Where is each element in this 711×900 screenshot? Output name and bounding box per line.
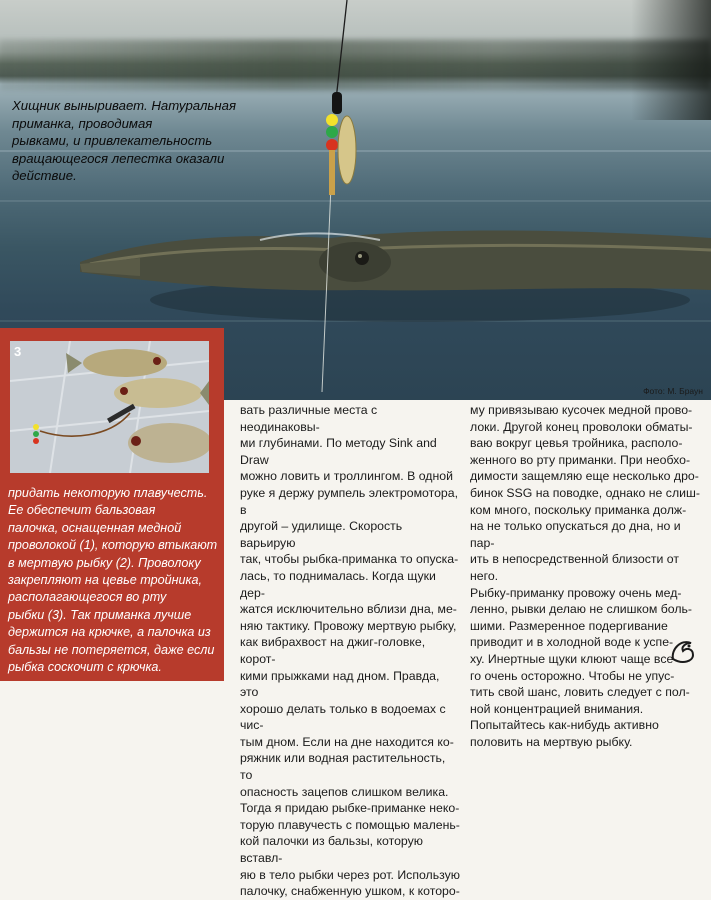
lure-spinner-icon: [326, 92, 356, 195]
dead-bait-drawing: [10, 341, 209, 473]
box-text: придать некоторую плавучесть. Ее обеспечит бальзовая палочка, оснащенная медной проволокой (1), которую втыкают в мертвую рыбку (2). Проволоку закрепляют на цевье тройника, располагающегося во рту рыбки (3). Так приманка лучше держится на крючке, а палочка из бальзы не потеряется, даже если рыбка соскочит с крючка.: [8, 486, 218, 675]
photo-credit: Фото: М. Браун: [643, 386, 703, 396]
magazine-logo-icon: [667, 635, 699, 667]
photo-caption: Хищник выныривает. Натуральная приманка, проводимая рывками, и привлекательность вращающегося лепестка оказали действие.: [12, 98, 237, 184]
body-column-1: вать различные места с неодинаковы- ми глубинами. По методу Sink and Draw можно ловить и троллингом. В одной руке я держу румпель электромотора, в другой – удилище. Скорость варьирую так, чтобы рыбка-приманка то опуска- лась, то поднималась. Когда щуки дер- жатся исключительно вблизи дна, ме- няю тактику. Провожу мертвую рыбку, как вибрахвост на джиг-головке, корот- кими прыжками над дном. Правда, это хорошо делать только в водоемах с чис- тым дном. Если на дне находится ко- ряжник или водная растительность, то опасность зацепов слишком велика. Тогда я придаю рыбке-приманке неко- торую плавучесть с помощью малень- кой палочки из бальзы, которую вставл- яю в тело рыбки через рот. Использую палочку, снабженную ушком, к которо-: [240, 403, 461, 899]
body-column-2: му привязываю кусочек медной прово- локи. Другой конец проволоки обматы- ваю вокруг цевья тройника, располо- женного во рту приманки. При необхо- димости защемляю еще несколько дро- бинок SSG на поводке, однако не слиш- ком много, поскольку приманка долж- на не только опускаться до дна, но и пар- ить в непосредственной близости от него. Рыбку-приманку провожу очень мед- ленно, рывки делаю не слишком боль- шими. Размеренное подергивание приводит и в холодной воде к успе- ху. Инертные щуки клюют чаще все- го очень осторожно. Чтобы не упус- тить свой шанс, ловить следует с пол- ной концентрацией внимания. Попытайтесь как-нибудь активно половить на мертвую рыбку.: [470, 403, 700, 749]
dead-bait-photo: [10, 341, 209, 473]
inset-number: 3: [14, 344, 22, 359]
